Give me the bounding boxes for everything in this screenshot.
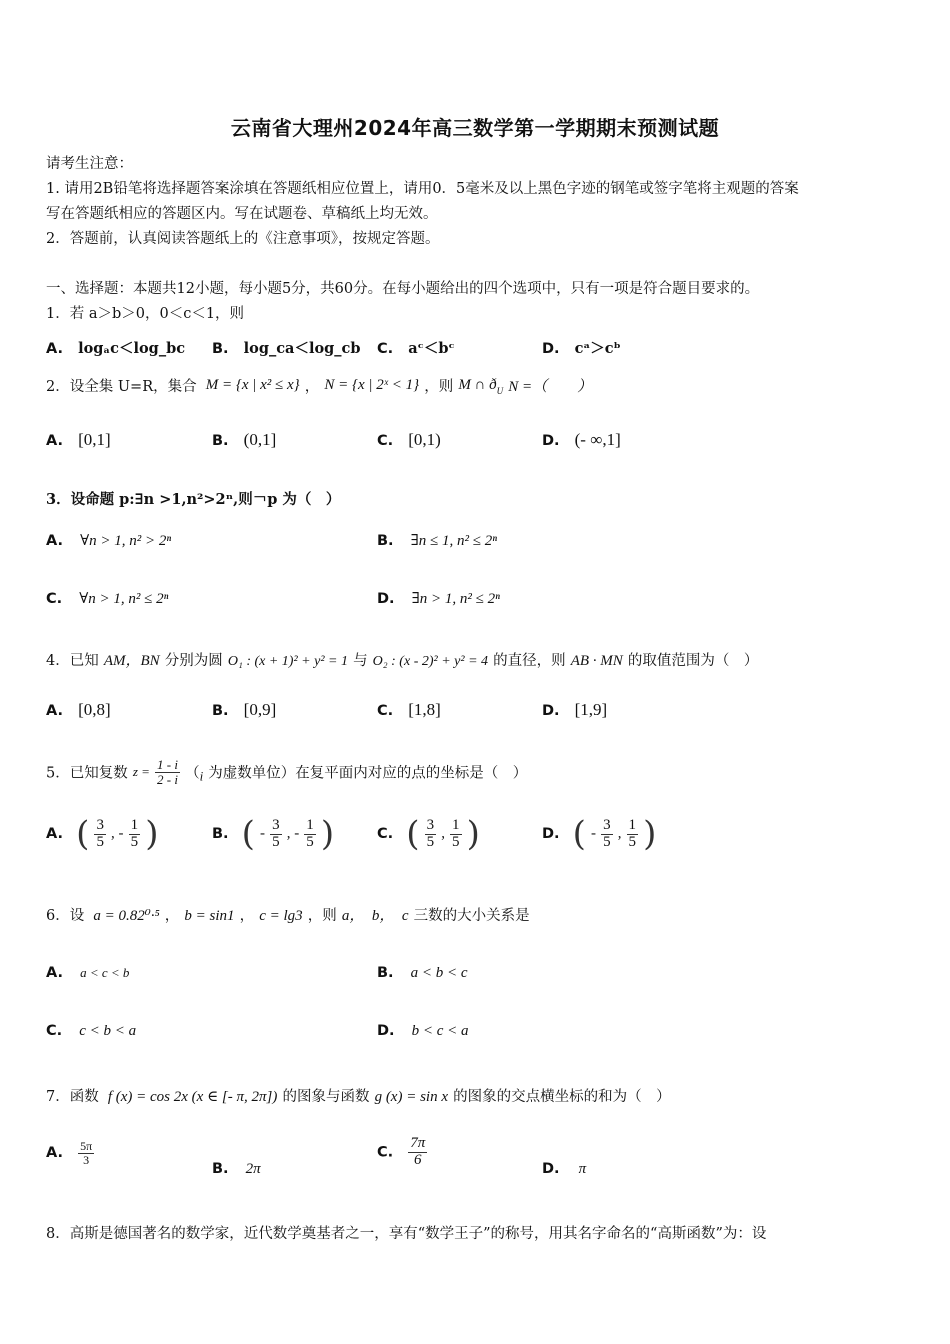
- fraction: [627, 818, 639, 851]
- stem-text: 4．已知: [46, 653, 99, 669]
- q7-option-b: [212, 1158, 261, 1178]
- question-6-stem: [46, 904, 530, 925]
- stem-text: 与: [353, 653, 368, 669]
- stem-text: 为虚数单位）在复平面内对应的点的坐标是（ ）: [208, 765, 528, 782]
- option-label: C.: [46, 591, 63, 607]
- option-text: [1,8]: [408, 700, 441, 719]
- separator: ，: [239, 908, 255, 924]
- fraction: [129, 818, 141, 851]
- option-text: c < b < a: [79, 1023, 137, 1039]
- stem-text: 2．设全集 U=R，集合: [46, 379, 197, 395]
- page-title: 云南省大理州2024年高三数学第一学期期末预测试题: [230, 116, 720, 140]
- question-8-stem: 8．高斯是德国著名的数学家，近代数学奠基者之一，享有“数学王子”的称号，用其名字命名的“高斯函数”为：设: [46, 1226, 767, 1242]
- question-1-stem: 1．若 a＞b＞0，0＜c＜1，则: [46, 306, 245, 322]
- option-text: ∀n > 1, n² > 2ⁿ: [80, 533, 172, 549]
- separator: , -: [286, 825, 300, 842]
- option-label: C.: [377, 433, 394, 449]
- expression: N =（ ）: [508, 379, 593, 395]
- denominator: 5: [272, 833, 280, 850]
- q1-option-b: [212, 337, 361, 358]
- denominator: 5: [130, 833, 139, 850]
- option-label: C.: [377, 1144, 394, 1161]
- option-text: [1,9]: [574, 700, 608, 719]
- q5-option-c: [377, 814, 480, 854]
- left-paren: (: [76, 814, 90, 854]
- question-3-stem: 3．设命题 p:∃n >1,n²>2ⁿ,则￢p 为（ ）: [46, 491, 341, 508]
- right-paren: ): [466, 814, 480, 854]
- q3-option-b: [377, 530, 497, 550]
- q1-option-c: [377, 337, 455, 358]
- q7-option-a: [46, 1140, 94, 1166]
- q1-option-a: [46, 337, 185, 358]
- numerator: 5π: [80, 1139, 93, 1153]
- stem-text: 6．设: [46, 908, 85, 924]
- option-label: D.: [377, 591, 395, 607]
- stem-text: 的取值范围为（ ）: [627, 653, 759, 669]
- q3-option-c: [46, 588, 168, 608]
- question-7-stem: [46, 1085, 671, 1106]
- option-label: A.: [46, 533, 63, 549]
- option-label: B.: [212, 826, 229, 842]
- subscript: U: [496, 386, 504, 397]
- q4-option-b: [212, 700, 276, 720]
- left-paren: (: [572, 814, 586, 854]
- q4-option-c: [377, 700, 441, 720]
- numerator: 1: [628, 816, 637, 833]
- option-label: B.: [212, 1161, 229, 1177]
- g-definition: g (x) = sin x: [374, 1089, 448, 1105]
- notice-heading: 请考生注意：: [46, 156, 133, 172]
- q7-option-c: [377, 1136, 427, 1169]
- q5-option-b: [212, 814, 335, 854]
- stem-text: 的直径，则: [493, 653, 566, 669]
- fraction: [601, 818, 613, 851]
- option-text: ∃n ≤ 1, n² ≤ 2ⁿ: [410, 533, 497, 549]
- option-label: A.: [46, 433, 63, 449]
- separator: ,: [617, 825, 622, 842]
- option-label: C.: [377, 826, 394, 842]
- dot-product: AB · MN: [570, 653, 623, 669]
- stem-text: ，则: [307, 908, 337, 924]
- set-m: M = {x | x² ≤ x}: [205, 377, 300, 393]
- right-paren: ): [145, 814, 159, 854]
- option-label: B.: [212, 703, 229, 719]
- question-5-stem: [46, 758, 527, 786]
- section-heading: 一、选择题：本题共12小题，每小题5分，共60分。在每小题给出的四个选项中，只有一项是符合题目要求的。: [46, 281, 760, 297]
- option-text: π: [578, 1161, 587, 1177]
- stem-text: 的图象的交点横坐标的和为（ ）: [453, 1089, 671, 1105]
- option-text: ∀n > 1, n² ≤ 2ⁿ: [79, 591, 169, 607]
- option-label: D.: [542, 341, 560, 357]
- stem-text: 三数的大小关系是: [413, 908, 530, 924]
- option-text: [0,8]: [78, 700, 111, 719]
- imaginary-unit: i: [199, 768, 204, 784]
- option-text: [0,1): [408, 430, 441, 449]
- stem-text: 的图象与函数: [282, 1089, 370, 1105]
- option-label: D.: [542, 1161, 560, 1177]
- minus-sign: -: [591, 825, 596, 842]
- option-label: A.: [46, 965, 63, 981]
- numerator: 3: [426, 816, 435, 833]
- option-text: aᶜ＜bᶜ: [408, 340, 455, 357]
- q6-option-a: [46, 962, 129, 981]
- question-4-stem: [46, 649, 758, 670]
- c-definition: c = lg3: [259, 908, 303, 924]
- fraction: [94, 818, 106, 851]
- q4-option-a: [46, 700, 111, 720]
- denominator: 2 - i: [157, 771, 178, 787]
- circle-1: O₁ : (x + 1)² + y² = 1: [227, 654, 348, 669]
- stem-text: 5．已知复数: [46, 765, 128, 782]
- fraction: [450, 818, 462, 851]
- q2-option-a: [46, 430, 111, 450]
- numerator: 3: [603, 816, 611, 833]
- q6-option-d: [377, 1020, 469, 1040]
- notice-line-1: 1. 请用2B铅笔将选择题答案涂填在答题纸相应位置上，请用0．5毫米及以上黑色字迹的钢笔或签字笔将主观题的答案: [46, 181, 799, 197]
- numerator: 1 - i: [157, 757, 178, 772]
- option-label: B.: [377, 533, 394, 549]
- numerator: 3: [272, 816, 280, 833]
- stem-text: 分别为圆: [164, 653, 223, 669]
- stem-text: 7．函数: [46, 1089, 99, 1105]
- option-label: D.: [542, 433, 560, 449]
- option-text: b < c < a: [411, 1023, 469, 1039]
- option-text: ∃n > 1, n² ≤ 2ⁿ: [411, 591, 500, 607]
- q3-option-a: [46, 530, 171, 550]
- b-definition: b = sin1: [184, 908, 235, 924]
- option-text: [0,1]: [78, 430, 111, 449]
- option-text: log_ca＜log_cb: [243, 340, 361, 357]
- q6-option-b: [377, 962, 468, 982]
- expression: M ∩ ð: [458, 377, 497, 393]
- stem-text: （: [185, 765, 200, 782]
- q7-option-d: [542, 1158, 586, 1178]
- option-text: 2π: [245, 1161, 261, 1177]
- notice-line-2: 写在答题纸相应的答题区内。写在试题卷、草稿纸上均无效。: [46, 206, 438, 222]
- option-text: [0,9]: [243, 700, 277, 719]
- q3-option-d: [377, 588, 500, 608]
- set-n: N = {x | 2ˣ < 1}: [324, 377, 420, 393]
- q1-option-d: [542, 337, 621, 358]
- denominator: 5: [306, 833, 314, 850]
- option-text: logₐc＜log_bc: [78, 340, 186, 357]
- numerator: 3: [96, 816, 104, 833]
- circle-2: O₂ : (x - 2)² + y² = 4: [372, 654, 489, 669]
- left-paren: (: [241, 814, 255, 854]
- q2-option-d: [542, 430, 621, 450]
- separator: ,: [441, 825, 445, 842]
- fraction: [270, 818, 282, 851]
- fraction: [78, 1140, 94, 1166]
- option-text: (- ∞,1]: [574, 430, 621, 449]
- q2-option-c: [377, 430, 441, 450]
- separator: ，: [164, 908, 180, 924]
- a-definition: a = 0.82⁰·⁵: [93, 908, 160, 924]
- denominator: 5: [603, 833, 611, 850]
- option-label: B.: [212, 341, 229, 357]
- fraction: [425, 818, 437, 851]
- variables: a， b， c: [341, 908, 409, 924]
- option-label: D.: [542, 826, 560, 842]
- option-label: C.: [46, 1023, 63, 1039]
- numerator: 7π: [410, 1135, 426, 1151]
- right-paren: ): [320, 814, 335, 854]
- denominator: 5: [628, 833, 637, 850]
- denominator: 6: [414, 1151, 422, 1168]
- option-label: A.: [46, 341, 63, 357]
- minus-sign: -: [260, 825, 266, 842]
- option-label: B.: [212, 433, 229, 449]
- option-label: A.: [46, 826, 63, 842]
- q2-option-b: [212, 430, 276, 450]
- denominator: 5: [96, 833, 104, 850]
- option-label: A.: [46, 703, 63, 719]
- option-text: cᵃ＞cᵇ: [574, 340, 621, 357]
- denominator: 5: [426, 833, 435, 850]
- numerator: 1: [452, 816, 460, 833]
- fraction: [408, 1136, 427, 1169]
- q5-option-d: [542, 814, 657, 854]
- denominator: 3: [83, 1152, 90, 1167]
- notice-line-3: 2．答题前，认真阅读答题纸上的《注意事项》，按规定答题。: [46, 231, 440, 247]
- z-fraction: [155, 758, 180, 786]
- question-2-stem: [46, 375, 592, 396]
- separator: ，: [304, 379, 320, 395]
- option-label: A.: [46, 1145, 63, 1162]
- numerator: 1: [306, 816, 314, 833]
- left-paren: (: [406, 814, 420, 854]
- q4-option-d: [542, 700, 607, 720]
- z-equals: z =: [132, 764, 150, 780]
- option-text: a < c < b: [80, 965, 130, 980]
- option-label: C.: [377, 341, 394, 357]
- q5-option-a: [46, 814, 159, 854]
- option-text: a < b < c: [410, 965, 468, 981]
- stem-text: ，则: [424, 379, 454, 395]
- separator: , -: [111, 825, 124, 842]
- option-label: B.: [377, 965, 394, 981]
- option-label: D.: [377, 1023, 395, 1039]
- denominator: 5: [452, 833, 460, 850]
- f-definition: f (x) = cos 2x (x ∈ [- π, 2π]): [107, 1089, 278, 1105]
- option-label: C.: [377, 703, 394, 719]
- fraction: [304, 818, 316, 851]
- q6-option-c: [46, 1020, 136, 1040]
- right-paren: ): [643, 814, 657, 854]
- option-label: D.: [542, 703, 560, 719]
- segments: AM，BN: [103, 653, 160, 669]
- option-text: (0,1]: [243, 430, 277, 449]
- numerator: 1: [130, 816, 139, 833]
